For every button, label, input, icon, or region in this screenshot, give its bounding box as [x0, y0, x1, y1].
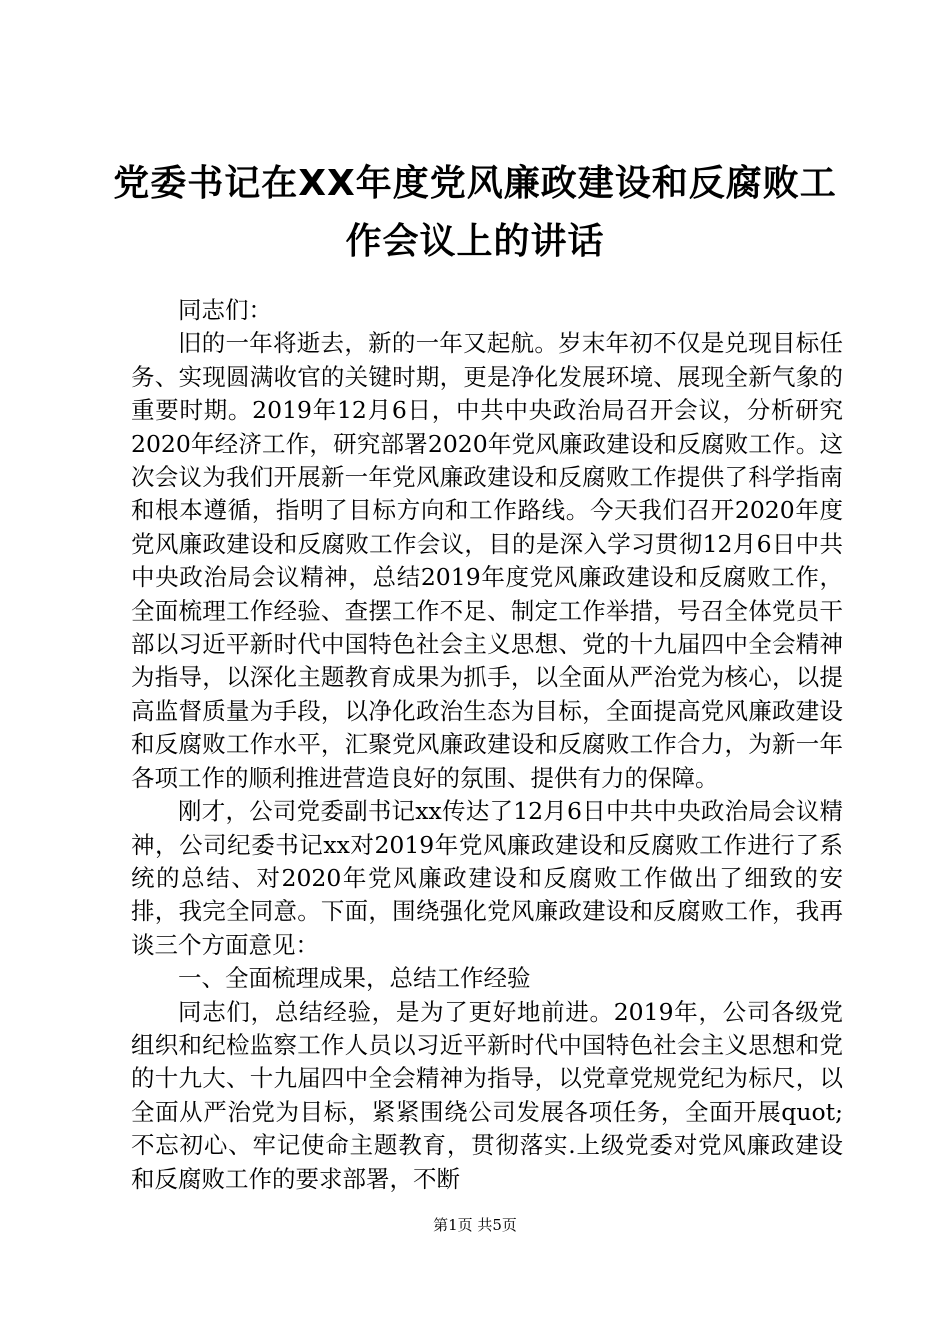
body-paragraph: 同志们，总结经验，是为了更好地前进。2019年，公司各级党组织和纪检监察工作人员以习近平新时代中国特色社会主义思想和党的十九大、十九届四中全会精神为指导，以党章党规党纪为标尺，以全面从严治党为目标，紧紧围绕公司发展各项任务，全面开展quot;不忘初心、牢记使命主题教育，贯彻落实.上级党委对党风廉政建设和反腐败工作的要求部署，不断: [131, 997, 843, 1193]
body-paragraph: 旧的一年将逝去，新的一年又起航。岁末年初不仅是兑现目标任务、实现圆满收官的关键时期，更是净化发展环境、展现全新气象的重要时期。2019年12月6日，中共中央政治局召开会议，分析研究2020年经济工作，研究部署2020年党风廉政建设和反腐败工作。这次会议为我们开展新一年党风廉政建设和反腐败工作提供了科学指南和根本遵循，指明了目标方向和工作路线。今天我们召开2020年度党风廉政建设和反腐败工作会议，目的是深入学习贯彻12月6日中共中央政治局会议精神，总结2019年度党风廉政建设和反腐败工作，全面梳理工作经验、查摆工作不足、制定工作举措，号召全体党员干部以习近平新时代中国特色社会主义思想、党的十九届四中全会精神为指导，以深化主题教育成果为抓手，以全面从严治党为核心，以提高监督质量为手段，以净化政治生态为目标，全面提高党风廉政建设和反腐败工作水平，汇聚党风廉政建设和反腐败工作合力，为新一年各项工作的顺利推进营造良好的氛围、提供有力的保障。: [131, 329, 843, 792]
section-heading: 一、全面梳理成果，总结工作经验: [178, 964, 531, 993]
salutation-paragraph: 同志们：: [178, 296, 272, 324]
document-title-line-2: 作会议上的讲话: [345, 221, 605, 262]
document-body: [131, 294, 843, 1196]
body-paragraph: 刚才，公司党委副书记xx传达了12月6日中共中央政治局会议精神，公司纪委书记xx对2019年党风廉政建设和反腐败工作进行了系统的总结、对2020年党风廉政建设和反腐败工作做出了细致的安排，我完全同意。下面，围绕强化党风廉政建设和反腐败工作，我再谈三个方面意见：: [131, 797, 843, 959]
document-title-line-1: 党委书记在XX年度党风廉政建设和反腐败工: [113, 163, 837, 204]
page-number-footer: 第1页 共5页: [433, 1216, 517, 1234]
